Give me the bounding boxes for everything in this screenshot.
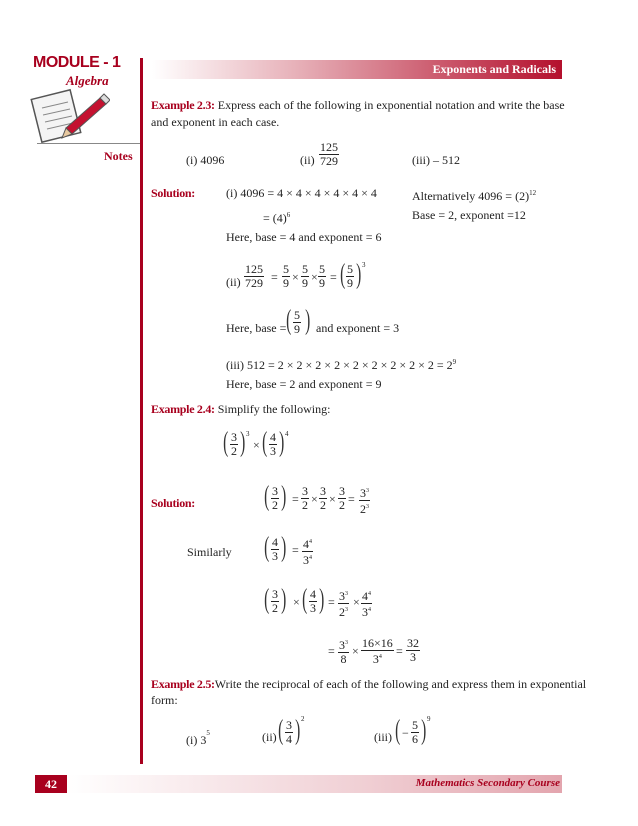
denominator: $2^3$ <box>360 502 369 516</box>
item-i-text: (i) 3 <box>186 733 207 747</box>
exponent: 9 <box>427 715 431 723</box>
right-paren: ) <box>305 305 311 336</box>
example-text: Write the reciprocal of each of the following and express them in exponential <box>214 677 587 691</box>
left-paren: ( <box>264 481 270 512</box>
denominator: 2 <box>320 498 326 512</box>
times-sign: × <box>293 595 300 609</box>
alt-exponent: 12 <box>529 189 537 197</box>
denominator: 2 <box>302 498 308 512</box>
ex23-item-iii: (iii) – 512 <box>412 153 460 167</box>
example-label: Example 2.4: <box>151 402 215 416</box>
ex25-item-i <box>186 730 210 747</box>
example-2-3 <box>151 98 565 112</box>
denominator: 9 <box>283 276 289 290</box>
iii-text: (iii) 512 = 2 × 2 × 2 × 2 × 2 × 2 × 2 × 2 × 2 = 2 <box>226 358 453 372</box>
sol23-here1: Here, base = 4 and exponent = 6 <box>226 230 382 244</box>
left-paren: ( <box>262 427 268 458</box>
example-text: Simplify the following: <box>217 402 331 416</box>
times-sign: × <box>329 492 336 506</box>
equals-sign: = <box>328 644 335 658</box>
numerator: $3^3$ <box>339 589 348 603</box>
example-text-cont: form: <box>151 693 178 707</box>
fraction-3-2 <box>301 485 309 512</box>
numerator: 5 <box>302 262 308 276</box>
solution-label: Solution: <box>151 496 195 510</box>
numerator: 125 <box>245 262 263 276</box>
numerator: 3 <box>272 587 278 601</box>
numerator: 4 <box>310 587 316 601</box>
right-paren: ) <box>319 584 325 615</box>
numerator: 5 <box>412 718 418 732</box>
sol23-base2: Base = 2, exponent =12 <box>412 208 526 222</box>
module-label: MODULE - 1 <box>33 54 121 71</box>
line2-exponent: 6 <box>286 211 291 219</box>
notebook-pencil-icon <box>30 88 110 146</box>
ex25-item-ii-prefix: (ii) <box>262 730 277 744</box>
similarly-label: Similarly <box>187 545 232 559</box>
margin-divider <box>140 58 143 764</box>
fraction-4pow4-3pow4 <box>361 588 372 619</box>
denominator: $3^4$ <box>361 650 394 666</box>
footer-bar <box>67 775 562 793</box>
fraction-3cubed-8 <box>338 637 349 666</box>
fraction-3-4 <box>285 719 293 746</box>
ex23-item-ii-fraction <box>319 141 339 168</box>
denominator: 9 <box>302 276 308 290</box>
denominator: 2 <box>231 444 237 458</box>
numerator: 5 <box>347 262 353 276</box>
example-text: Express each of the following in exponential notation and write the base <box>217 98 565 112</box>
denominator: 4 <box>286 732 292 746</box>
times-sign: × <box>253 438 260 452</box>
fraction-5-9 <box>318 263 326 290</box>
right-paren: ) <box>421 715 427 746</box>
times-sign: × <box>353 595 360 609</box>
left-paren: ( <box>264 532 270 563</box>
right-paren: ) <box>295 715 301 746</box>
solution-label: Solution: <box>151 186 195 200</box>
course-title: Mathematics Secondary Course <box>415 777 560 789</box>
chapter-title: Exponents and Radicals <box>432 62 556 76</box>
left-paren: ( <box>395 715 401 746</box>
right-paren: ) <box>281 584 287 615</box>
fraction-4-3 <box>271 536 279 563</box>
exponent: 4 <box>285 430 289 438</box>
denominator: 2 <box>272 498 278 512</box>
fraction-4pow4-3pow4 <box>302 536 313 567</box>
page-number: 42 <box>35 775 67 793</box>
equals-sign: = <box>292 492 299 506</box>
numerator: 4 <box>270 430 276 444</box>
fraction-3-2 <box>319 485 327 512</box>
sol23-line2 <box>263 208 290 225</box>
numerator: 3 <box>231 430 237 444</box>
notes-label: Notes <box>104 149 133 163</box>
denominator: 2 <box>272 601 278 615</box>
alt-text: Alternatively 4096 = (2) <box>412 189 530 203</box>
times-sign: × <box>292 270 299 284</box>
right-paren: ) <box>356 259 362 290</box>
numerator: 5 <box>319 262 325 276</box>
sol23-here3: Here, base = 2 and exponent = 9 <box>226 377 382 391</box>
equals-sign: = <box>328 595 335 609</box>
left-paren: ( <box>302 584 308 615</box>
denominator: 6 <box>412 732 418 746</box>
denominator: 9 <box>347 276 353 290</box>
fraction-3-2 <box>271 588 279 615</box>
equals-sign: = <box>271 270 278 284</box>
times-sign: × <box>311 492 318 506</box>
minus-sign: − <box>402 726 409 740</box>
sol23-iii <box>226 355 456 372</box>
fraction-3-2 <box>271 485 279 512</box>
sol23-ii-prefix: (ii) <box>226 275 241 289</box>
denominator: 3 <box>272 549 278 563</box>
denominator: $3^4$ <box>303 553 312 567</box>
right-paren: ) <box>281 481 287 512</box>
result-fraction-32-3 <box>406 637 420 664</box>
base-fraction-5-9 <box>293 309 301 336</box>
right-paren: ) <box>281 532 287 563</box>
numerator: 5 <box>283 262 289 276</box>
ex23-item-ii-prefix: (ii) <box>300 153 315 167</box>
fraction-4-3 <box>309 588 317 615</box>
numerator: 3 <box>302 484 308 498</box>
denominator: 2 <box>339 498 345 512</box>
subject-label: Algebra <box>66 73 109 88</box>
left-paren: ( <box>286 305 292 336</box>
denominator: 3 <box>270 444 276 458</box>
right-paren: ) <box>240 427 246 458</box>
right-paren: ) <box>279 427 285 458</box>
sol23-line1: (i) 4096 = 4 × 4 × 4 × 4 × 4 × 4 <box>226 186 377 200</box>
times-sign: × <box>311 270 318 284</box>
numerator: 32 <box>407 636 419 650</box>
fraction-5-9 <box>282 263 290 290</box>
equals-sign: = <box>348 492 355 506</box>
exponent: 3 <box>362 261 366 269</box>
left-paren: ( <box>278 715 284 746</box>
left-paren: ( <box>264 584 270 615</box>
denominator: 9 <box>294 322 300 336</box>
fraction-4-3 <box>269 431 277 458</box>
line2-text: = (4) <box>263 211 287 225</box>
numerator: 3 <box>320 484 326 498</box>
numerator: 16×16 <box>362 636 393 650</box>
exponent: 2 <box>301 715 305 723</box>
numerator: $3^3$ <box>360 486 369 500</box>
numerator: $4^4$ <box>303 537 312 551</box>
ex23-item-i: (i) 4096 <box>186 153 225 167</box>
fraction-3cubed-2cubed <box>359 485 370 516</box>
fraction-3-2 <box>230 431 238 458</box>
fraction-5-9 <box>346 263 354 290</box>
denominator: 729 <box>245 276 263 290</box>
left-paren: ( <box>223 427 229 458</box>
example-text-cont: and exponent in each case. <box>151 115 280 129</box>
numerator: 4 <box>272 535 278 549</box>
left-paren: ( <box>340 259 346 290</box>
numerator: $4^4$ <box>362 589 371 603</box>
denominator: 8 <box>338 652 349 666</box>
sol23-here2-suffix: and exponent = 3 <box>316 321 400 335</box>
iii-exponent: 9 <box>452 358 457 366</box>
times-sign: × <box>352 644 359 658</box>
fraction-5-6 <box>411 719 419 746</box>
example-label: Example 2.3: <box>151 98 215 112</box>
example-2-4 <box>151 402 330 416</box>
fraction-5-9 <box>301 263 309 290</box>
item-i-exponent: 5 <box>206 729 210 737</box>
margin-rule <box>37 143 140 144</box>
denominator: $2^3$ <box>339 605 348 619</box>
exponent: 3 <box>246 430 250 438</box>
numerator: 3 <box>272 484 278 498</box>
example-label: Example 2.5: <box>151 677 215 691</box>
denominator: $3^4$ <box>362 605 371 619</box>
sol23-here2-prefix: Here, base = <box>226 321 287 335</box>
numerator: 5 <box>294 308 300 322</box>
numerator: 3 <box>339 484 345 498</box>
ex25-item-iii-prefix: (iii) <box>374 730 392 744</box>
denominator: 3 <box>310 601 316 615</box>
numerator: $3^3$ <box>339 638 348 652</box>
numerator: 125 <box>320 140 338 154</box>
equals-sign: = <box>396 644 403 658</box>
equals-sign: = <box>330 270 337 284</box>
fraction-16x16-3pow4 <box>361 637 394 666</box>
denominator: 729 <box>320 154 338 168</box>
sol23-ii-fraction <box>244 263 264 290</box>
chapter-header <box>152 60 562 79</box>
denominator: 3 <box>406 650 420 664</box>
sol23-alternative <box>412 186 536 203</box>
denominator: 9 <box>319 276 325 290</box>
example-2-5 <box>151 677 586 691</box>
fraction-3cubed-2cubed <box>338 588 349 619</box>
numerator: 3 <box>286 718 292 732</box>
fraction-3-2 <box>338 485 346 512</box>
equals-sign: = <box>292 543 299 557</box>
